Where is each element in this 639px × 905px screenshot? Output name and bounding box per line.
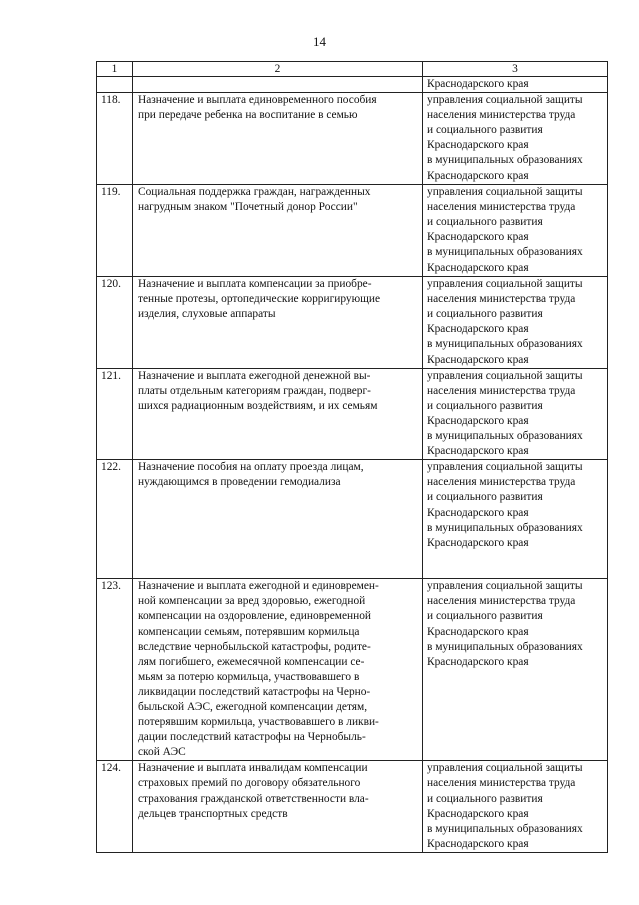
responsible-authority	[423, 460, 608, 579]
authority-line: населения министерства труда	[427, 384, 576, 397]
header-col-2: 2	[133, 62, 423, 77]
description-line: ской АЭС	[138, 746, 186, 759]
authority-line: в муниципальных образованиях	[427, 430, 583, 443]
authority-line: населения министерства труда	[427, 595, 576, 608]
header-col-3: 3	[423, 62, 608, 77]
continuation-desc-cell	[133, 77, 423, 93]
authority-line: управления социальной защиты	[427, 461, 583, 474]
description-line: ликвидации последствий катастрофы на Черно-	[138, 685, 371, 698]
row-number: 119.	[97, 185, 133, 277]
service-description	[133, 579, 423, 761]
authority-line: Краснодарского края	[427, 231, 529, 244]
authority-line: Краснодарского края	[427, 506, 529, 519]
description-line: Назначение и выплата ежегодной денежной вы-	[138, 369, 371, 382]
authority-line: Краснодарского края	[427, 169, 529, 182]
authority-line: в муниципальных образованиях	[427, 246, 583, 259]
authority-line: Краснодарского края	[427, 807, 529, 820]
authority-line: и социального развития	[427, 124, 543, 137]
authority-line: населения министерства труда	[427, 476, 576, 489]
description-line: страхования гражданской ответственности вла-	[138, 792, 369, 805]
authority-line: управления социальной защиты	[427, 278, 583, 291]
responsible-authority	[423, 185, 608, 277]
responsible-authority	[423, 277, 608, 369]
description-line: нуждающимся в проведении гемодиализа	[138, 476, 341, 489]
description-line: компенсации на оздоровление, единовременной	[138, 610, 372, 623]
row-number: 121.	[97, 368, 133, 460]
table-row	[97, 579, 608, 761]
service-description	[133, 93, 423, 185]
authority-line: в муниципальных образованиях	[427, 338, 583, 351]
authority-line: в муниципальных образованиях	[427, 822, 583, 835]
authority-line: Краснодарского края	[427, 261, 529, 274]
row-number: 120.	[97, 277, 133, 369]
row-number: 123.	[97, 579, 133, 761]
service-description	[133, 277, 423, 369]
authority-line: населения министерства труда	[427, 293, 576, 306]
authority-line: в муниципальных образованиях	[427, 521, 583, 534]
description-line: Назначение и выплата инвалидам компенсации	[138, 762, 368, 775]
description-line: лям погибшего, ежемесячной компенсации се-	[138, 655, 365, 668]
description-line: компенсации семьям, потерявшим кормильца	[138, 625, 360, 638]
authority-line: в муниципальных образованиях	[427, 154, 583, 167]
description-line: дации последствий катастрофы на Чернобыль-	[138, 731, 366, 744]
description-line: мьям за потерю кормильца, участвовавшего в	[138, 670, 360, 683]
authority-line: в муниципальных образованиях	[427, 640, 583, 653]
description-line: дельцев транспортных средств	[138, 807, 288, 820]
description-line: страховых премий по договору обязательного	[138, 777, 361, 790]
table-row	[97, 368, 608, 460]
authority-line: Краснодарского края	[427, 139, 529, 152]
authority-line: Краснодарского края	[427, 625, 529, 638]
authority-line: управления социальной защиты	[427, 580, 583, 593]
table-row	[97, 93, 608, 185]
authority-line: и социального развития	[427, 308, 543, 321]
header-row	[97, 62, 608, 77]
table-row	[97, 185, 608, 277]
table-body	[97, 62, 608, 853]
continuation-line: Краснодарского края	[427, 78, 529, 90]
table-row	[97, 277, 608, 369]
description-line: Назначение и выплата ежегодной и единовремен-	[138, 580, 379, 593]
authority-line: управления социальной защиты	[427, 762, 583, 775]
description-line: Назначение пособия на оплату проезда лицам,	[138, 461, 364, 474]
description-line: нагрудным знаком "Почетный донор России"	[138, 201, 358, 214]
continuation-row	[97, 77, 608, 93]
description-line: потерявшим кормильца, участвовавшего в ликви-	[138, 716, 379, 729]
service-description	[133, 185, 423, 277]
authority-line: Краснодарского края	[427, 323, 529, 336]
description-line: Назначение и выплата компенсации за приобре-	[138, 278, 372, 291]
description-line: шихся радиационным воздействиям, и их семьям	[138, 399, 378, 412]
row-number: 124.	[97, 761, 133, 853]
continuation-num-cell	[97, 77, 133, 93]
service-description	[133, 368, 423, 460]
authority-line: и социального развития	[427, 399, 543, 412]
authority-line: Краснодарского края	[427, 414, 529, 427]
authority-line: населения министерства труда	[427, 777, 576, 790]
responsible-authority	[423, 579, 608, 761]
authority-line: и социального развития	[427, 610, 543, 623]
description-line: Назначение и выплата единовременного пособия	[138, 94, 377, 107]
description-line: платы отдельным категориям граждан, подверг-	[138, 384, 371, 397]
description-line: изделия, слуховые аппараты	[138, 308, 276, 321]
description-line: быльской АЭС, ежегодной компенсации детям,	[138, 700, 368, 713]
authority-line: и социального развития	[427, 216, 543, 229]
authority-line: населения министерства труда	[427, 201, 576, 214]
description-line: вследствие чернобыльской катастрофы, родите-	[138, 640, 371, 653]
services-table	[96, 61, 608, 853]
responsible-authority	[423, 368, 608, 460]
description-line: ной компенсации за вред здоровью, ежегодной	[138, 595, 366, 608]
authority-line: и социального развития	[427, 792, 543, 805]
table-row	[97, 761, 608, 853]
page-number: 14	[313, 34, 326, 49]
service-description	[133, 761, 423, 853]
row-number: 122.	[97, 460, 133, 579]
header-col-1: 1	[97, 62, 133, 77]
authority-line: управления социальной защиты	[427, 186, 583, 199]
responsible-authority	[423, 761, 608, 853]
authority-line: Краснодарского края	[427, 837, 529, 850]
authority-line: Краснодарского края	[427, 445, 529, 458]
service-description	[133, 460, 423, 579]
description-line: Социальная поддержка граждан, награжденных	[138, 186, 371, 199]
responsible-authority	[423, 93, 608, 185]
authority-line: управления социальной защиты	[427, 94, 583, 107]
row-number: 118.	[97, 93, 133, 185]
authority-line: Краснодарского края	[427, 353, 529, 366]
description-line: тенные протезы, ортопедические корригирующие	[138, 293, 381, 306]
table-row	[97, 460, 608, 579]
continuation-resp-cell	[423, 77, 608, 93]
description-line: при передаче ребенка на воспитание в семью	[138, 109, 358, 122]
authority-line: населения министерства труда	[427, 109, 576, 122]
authority-line: и социального развития	[427, 491, 543, 504]
authority-line: управления социальной защиты	[427, 369, 583, 382]
authority-line: Краснодарского края	[427, 655, 529, 668]
authority-line: Краснодарского края	[427, 536, 529, 549]
